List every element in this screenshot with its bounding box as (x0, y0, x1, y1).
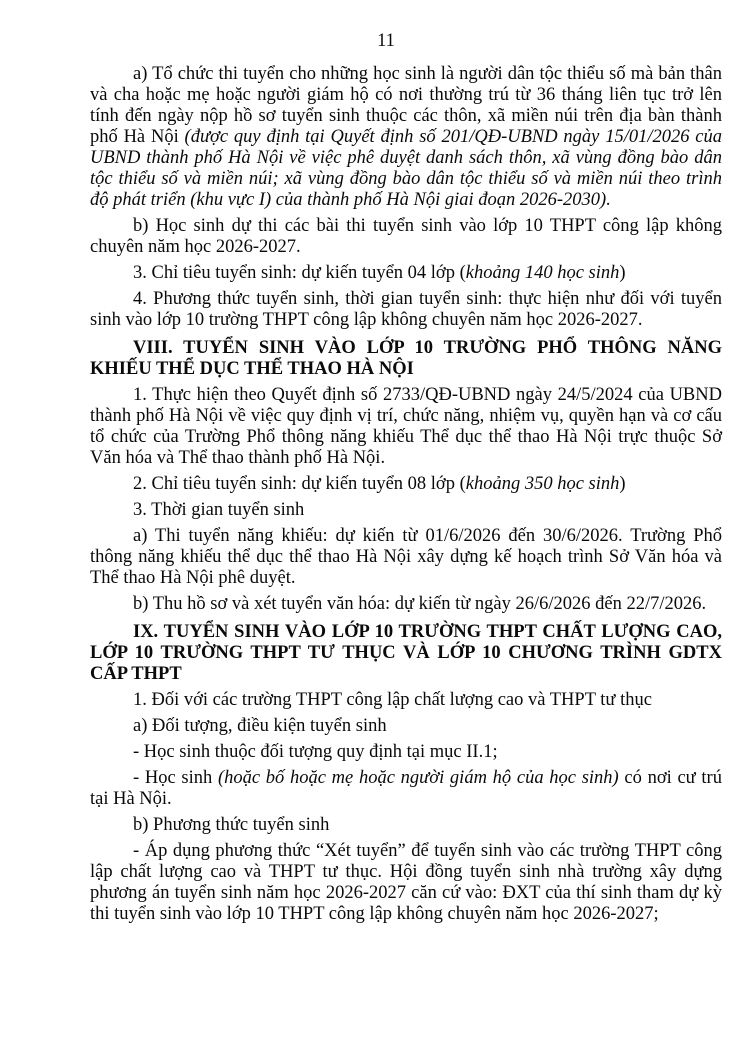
paragraph-vii-4: 4. Phương thức tuyển sinh, thời gian tuyển sinh: thực hiện như đối với tuyển sinh vào lớp 10 trường THPT công lập không chuyên năm học 2026-2027. (90, 289, 722, 330)
heading-section-ix: IX. TUYỂN SINH VÀO LỚP 10 TRƯỜNG THPT CHẤT LƯỢNG CAO, LỚP 10 TRƯỜNG THPT TƯ THỤC VÀ LỚP 10 CHƯƠNG TRÌNH GDTX CẤP THPT (90, 622, 722, 684)
paragraph-viii-1: 1. Thực hiện theo Quyết định số 2733/QĐ-UBND ngày 24/5/2024 của UBND thành phố Hà Nội về việc quy định vị trí, chức năng, nhiệm vụ, quyền hạn và cơ cấu tổ chức của Trường Phổ thông năng khiếu Thể dục thể thao Hà Nội trực thuộc Sở Văn hóa và Thể thao thành phố Hà Nội. (90, 385, 722, 468)
list-item-ix-guardian-post: có nơi cư trú tại Hà Nội. (90, 768, 722, 809)
list-item-ix-method: - Áp dụng phương thức “Xét tuyển” để tuyển sinh vào các trường THPT công lập chất lượng cao và THPT tư thục. Hội đồng tuyển sinh nhà trường xây dựng phương án tuyển sinh năm học 2026-2027 căn cứ vào: ĐXT của thí sinh tham dự kỳ thi tuyển sinh vào lớp 10 THPT công lập không chuyên năm học 2026-2027; (90, 841, 722, 924)
paragraph-vii-3-note: khoảng 140 học sinh (465, 263, 620, 283)
page-number: 11 (377, 31, 395, 51)
paragraph-viii-3: 3. Thời gian tuyển sinh (133, 500, 305, 520)
paragraph-vii-a-citation: (được quy định tại Quyết định số 201/QĐ-UBND ngày 15/01/2026 của UBND thành phố Hà Nội về việc phê duyệt danh sách thôn, xã vùng đồng bào dân tộc thiểu số và miền núi; xã vùng đồng bào dân tộc thiểu số và miền núi theo trình độ phát triển (khu vực I) của thành phố Hà Nội giai đoạn 2026-2030). (90, 127, 723, 210)
list-item-ix-residence-rule: - Học sinh thuộc đối tượng quy định tại mục II.1; (133, 742, 498, 762)
paragraph-vii-3-text: 3. Chỉ tiêu tuyển sinh: dự kiến tuyển 04 lớp ( (133, 263, 466, 283)
paragraph-vii-3-close: ) (619, 263, 626, 283)
paragraph-viii-3a: a) Thi tuyển năng khiếu: dự kiến từ 01/6/2026 đến 30/6/2026. Trường Phổ thông năng khiếu thể dục thể thao Hà Nội xây dựng kế hoạch trình Sở Văn hóa và Thể thao Hà Nội phê duyệt. (90, 526, 722, 588)
paragraph-viii-2 (90, 474, 722, 495)
paragraph-vii-3 (90, 263, 722, 284)
list-item-ix-guardian-rule (90, 768, 722, 810)
paragraph-ix-1b: b) Phương thức tuyển sinh (133, 815, 330, 835)
paragraph-ix-1: 1. Đối với các trường THPT công lập chất lượng cao và THPT tư thục (133, 690, 652, 710)
list-item-ix-guardian-note: (hoặc bố hoặc mẹ hoặc người giám hộ của học sinh) (217, 768, 619, 788)
document-body (90, 64, 722, 930)
paragraph-vii-a (90, 64, 722, 211)
list-item-ix-guardian-pre: - Học sinh (133, 768, 218, 788)
paragraph-viii-2-text: 2. Chỉ tiêu tuyển sinh: dự kiến tuyển 08 lớp ( (133, 474, 466, 494)
paragraph-ix-1a: a) Đối tượng, điều kiện tuyển sinh (133, 716, 387, 736)
paragraph-viii-2-note: khoảng 350 học sinh (465, 474, 620, 494)
paragraph-viii-2-close: ) (619, 474, 626, 494)
paragraph-vii-b: b) Học sinh dự thi các bài thi tuyển sinh vào lớp 10 THPT công lập không chuyên năm học 2026-2027. (90, 216, 722, 257)
paragraph-viii-3b: b) Thu hồ sơ và xét tuyển văn hóa: dự kiến từ ngày 26/6/2026 đến 22/7/2026. (133, 594, 707, 614)
paragraph-vii-a-text: a) Tổ chức thi tuyển cho những học sinh là người dân tộc thiểu số mà bản thân và cha hoặc mẹ hoặc người giám hộ có nơi thường trú từ 36 tháng liên tục trở lên tính đến ngày nộp hồ sơ tuyển sinh thuộc các thôn, xã miền núi trên địa bàn thành phố Hà Nội (90, 64, 722, 147)
heading-section-viii: VIII. TUYỂN SINH VÀO LỚP 10 TRƯỜNG PHỔ THÔNG NĂNG KHIẾU THỂ DỤC THỂ THAO HÀ NỘI (90, 338, 722, 379)
